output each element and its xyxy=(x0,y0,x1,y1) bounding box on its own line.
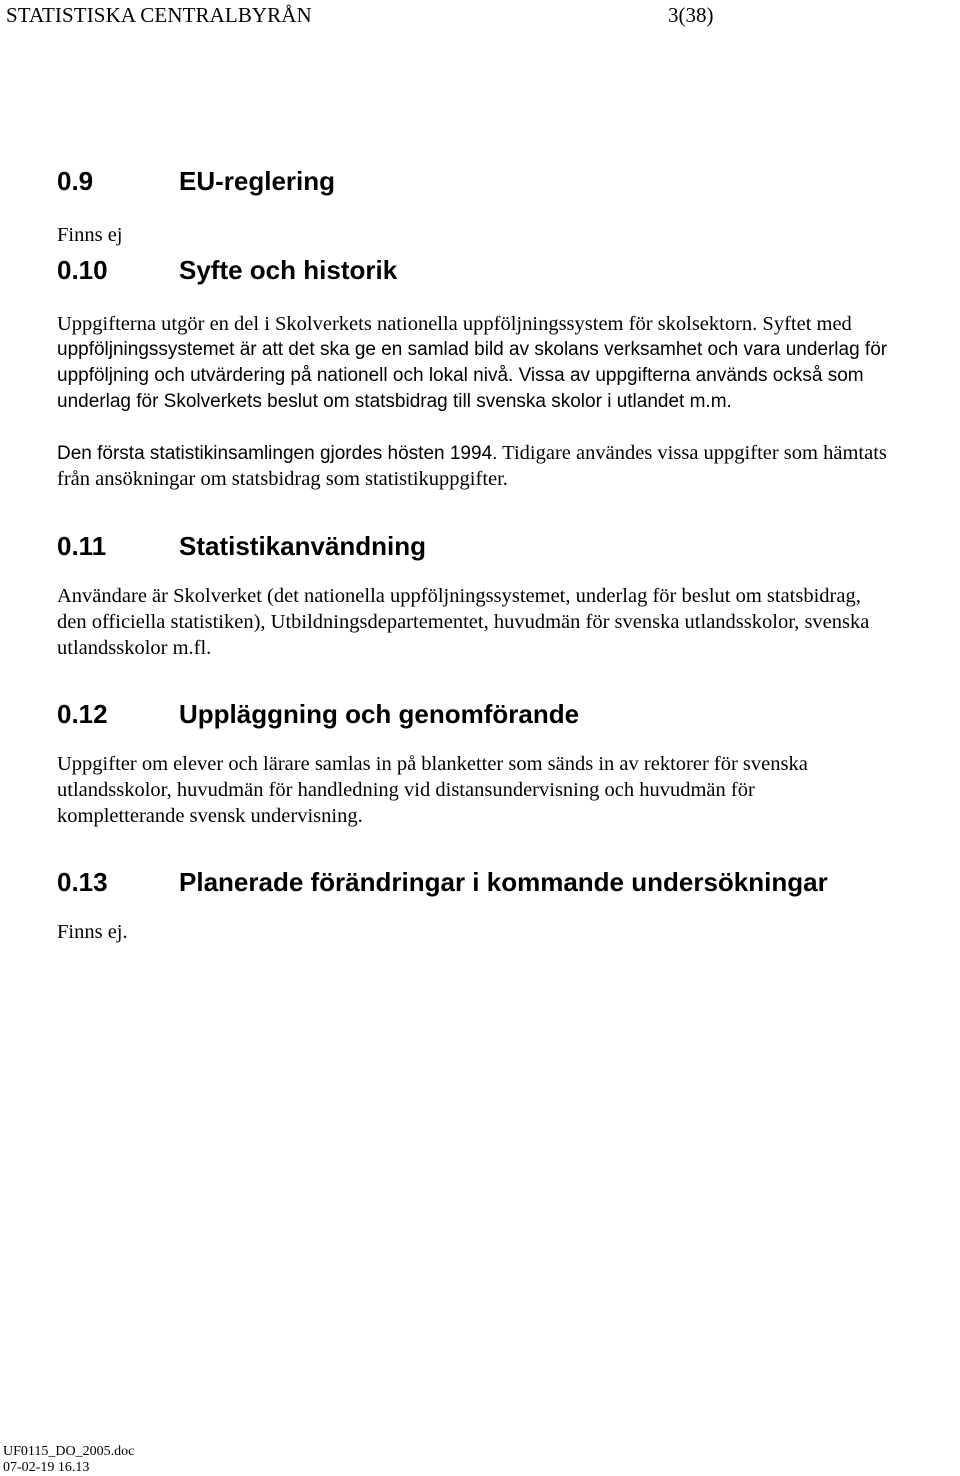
paragraph-line xyxy=(57,442,887,465)
heading-title: Syfte och historik xyxy=(179,255,398,285)
paragraph-line-part: Tidigare användes vissa uppgifter som hämtats xyxy=(497,442,887,464)
paragraph-line: underlag för Skolverkets beslut om statsbidrag till svenska skolor i utlandet m.m. xyxy=(57,391,732,412)
paragraph-line: den officiella statistiken), Utbildningsdepartementet, huvudmän för svenska utlandsskolor, svenska xyxy=(57,611,870,633)
footer-filename: UF0115_DO_2005.doc xyxy=(3,1444,135,1459)
heading-number: 0.10 xyxy=(57,255,108,285)
heading-planerade-forandringar xyxy=(57,867,828,898)
heading-statistikanvandning xyxy=(57,531,426,562)
paragraph-line: Användare är Skolverket (det nationella uppföljningssystemet, underlag för beslut om statsbidrag, xyxy=(57,585,861,607)
heading-number: 0.12 xyxy=(57,699,108,729)
heading-title: Planerade förändringar i kommande undersökningar xyxy=(179,867,828,897)
heading-title: Statistikanvändning xyxy=(179,531,427,561)
paragraph-line-part: uppföljning och utvärdering på nationell och lokal nivå. xyxy=(57,365,514,386)
paragraph-line: från ansökningar om statsbidrag som statistikuppgifter. xyxy=(57,468,508,490)
paragraph-line: kompletterande svensk undervisning. xyxy=(57,805,363,827)
heading-number: 0.11 xyxy=(57,531,107,561)
heading-upplaggning xyxy=(57,699,579,730)
footer-date: 07-02-19 16.13 xyxy=(3,1460,90,1475)
paragraph-line-part: Vissa av uppgifterna används också som xyxy=(513,365,864,386)
section-text-eu: Finns ej xyxy=(57,224,123,246)
section-text-planerade: Finns ej. xyxy=(57,921,128,943)
heading-title: Uppläggning och genomförande xyxy=(179,699,580,729)
heading-title: EU-reglering xyxy=(179,166,336,196)
page-number: 3(38) xyxy=(668,3,714,27)
heading-number: 0.9 xyxy=(57,166,94,196)
heading-number: 0.13 xyxy=(57,867,108,897)
paragraph-line-part: Den första statistikinsamlingen gjordes hösten 1994. xyxy=(57,443,498,464)
document-header-org: STATISTISKA CENTRALBYRÅN xyxy=(6,3,312,27)
paragraph-line: uppföljningssystemet är att det ska ge en samlad bild av skolans verksamhet och vara underlag för xyxy=(57,339,888,360)
paragraph-line: utlandsskolor, huvudmän för handledning vid distansundervisning och huvudmän för xyxy=(57,779,755,801)
paragraph-line: Uppgifterna utgör en del i Skolverkets nationella uppföljningssystem för skolsektorn. Syftet med xyxy=(57,313,852,335)
heading-syfte-och-historik xyxy=(57,255,397,286)
paragraph-line: utlandsskolor m.fl. xyxy=(57,637,212,659)
paragraph-line: Uppgifter om elever och lärare samlas in på blanketter som sänds in av rektorer för svenska xyxy=(57,753,808,775)
paragraph-line xyxy=(57,365,864,387)
heading-eu-reglering xyxy=(57,166,335,197)
